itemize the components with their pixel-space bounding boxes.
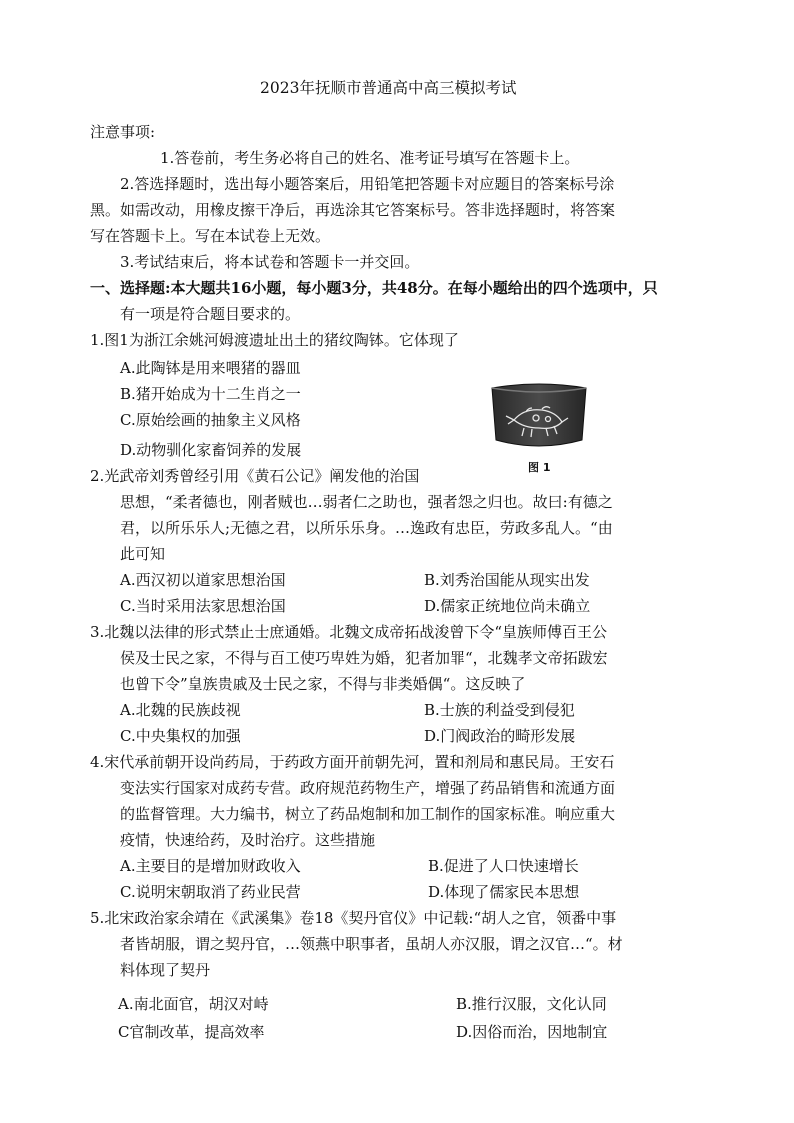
figure-caption: 图 1: [528, 461, 551, 474]
page-title: 2023年抚顺市普通高中高三模拟考试: [260, 79, 517, 97]
question-2-stem-cont: 此可知: [120, 545, 166, 563]
notice-line: 黑。如需改动，用橡皮擦干净后，再选涂其它答案标号。答非选择题时，将答案: [90, 201, 616, 219]
question-3-stem-cont: 也曾下令”皇族贵戚及士民之家，不得与非类婚偶“。这反映了: [120, 675, 526, 693]
question-3-stem: 3.北魏以法律的形式禁止士庶通婚。北魏文成帝拓战浚曾下令“皇族师傅百王公: [90, 623, 607, 641]
question-2-stem-cont: 君，以所乐乐人;无德之君，以所乐乐身。…逸政有忠臣，劳政多乱人。“由: [120, 519, 613, 537]
question-2-option: C.当时采用法家思想治国: [120, 597, 286, 615]
question-4-option: C.说明宋朝取消了药业民营: [120, 883, 301, 901]
notice-line: 3.考试结束后，将本试卷和答题卡一并交回。: [120, 253, 420, 271]
question-2-stem-cont: 思想，“柔者德也，刚者贼也…弱者仁之助也，强者怨之归也。故曰:有德之: [120, 493, 613, 511]
notice-line: 1.答卷前，考生务必将自己的姓名、准考证号填写在答题卡上。: [160, 149, 580, 167]
question-5-option: B.推行汉服，文化认同: [456, 995, 607, 1013]
notice-line: 写在答题卡上。写在本试卷上无效。: [90, 227, 331, 245]
question-2-stem: 2.光武帝刘秀曾经引用《黄石公记》阐发他的治国: [90, 467, 420, 485]
question-4-stem-cont: 疫情，快速给药，及时治疗。这些措施: [120, 831, 376, 849]
question-1-option: D.动物驯化家畜饲养的发展: [120, 441, 302, 459]
notice-heading: 注意事项:: [90, 123, 156, 141]
question-1-option: A.此陶钵是用来喂猪的器皿: [120, 359, 301, 377]
question-3-option: D.门阀政治的畸形发展: [424, 727, 576, 745]
question-5-stem: 5.北宋政治家余靖在《武溪集》卷18《契丹官仪》中记载:“胡人之官，领番中事: [90, 909, 617, 927]
question-2-option: B.刘秀治国能从现实出发: [424, 571, 590, 589]
section-heading-cont: 有一项是符合题目要求的。: [120, 305, 301, 323]
question-4-stem: 4.宋代承前朝开设尚药局，于药政方面开前朝先河，置和剂局和惠民局。王安石: [90, 753, 615, 771]
question-4-stem-cont: 变法实行国家对成药专营。政府规范药物生产，增强了药品销售和流通方面: [120, 779, 616, 797]
question-4-stem-cont: 的监督管理。大力编书，树立了药品炮制和加工制作的国家标准。响应重大: [120, 805, 616, 823]
pottery-bowl-image: [484, 378, 594, 454]
question-4-option: D.体现了儒家民本思想: [428, 883, 580, 901]
question-3-option: B.士族的利益受到侵犯: [424, 701, 575, 719]
question-3-stem-cont: 侯及士民之家，不得与百工使巧卑姓为婚，犯者加罪“，北魏孝文帝拓跋宏: [120, 649, 608, 667]
question-1-option: C.原始绘画的抽象主义风格: [120, 411, 301, 429]
question-1-option: B.猪开始成为十二生肖之一: [120, 385, 301, 403]
question-5-option: A.南北面官，胡汉对峙: [118, 995, 269, 1013]
question-2-option: A.西汉初以道家思想治国: [120, 571, 286, 589]
question-2-option: D.儒家正统地位尚未确立: [424, 597, 591, 615]
question-1-stem: 1.图1为浙江余姚河姆渡遗址出土的猪纹陶钵。它体现了: [90, 331, 459, 349]
section-heading: 一、选择题:本大题共16小题，每小题3分，共48分。在每小题给出的四个选项中，只: [90, 279, 658, 297]
question-3-option: A.北魏的民族歧视: [120, 701, 241, 719]
question-3-option: C.中央集权的加强: [120, 727, 241, 745]
question-4-option: A.主要目的是增加财政收入: [120, 857, 301, 875]
question-5-option: C官制改革，提高效率: [118, 1023, 265, 1041]
question-5-stem-cont: 者皆胡服，谓之契丹官，…领燕中职事者，虽胡人亦汉服，谓之汉官…“。材: [120, 935, 623, 953]
question-5-stem-cont: 料体现了契丹: [120, 961, 211, 979]
question-5-option: D.因俗而治，因地制宜: [456, 1023, 608, 1041]
notice-line: 2.答选择题时，选出每小题答案后，用铅笔把答题卡对应题目的答案标号涂: [120, 175, 615, 193]
question-4-option: B.促进了人口快速增长: [428, 857, 579, 875]
